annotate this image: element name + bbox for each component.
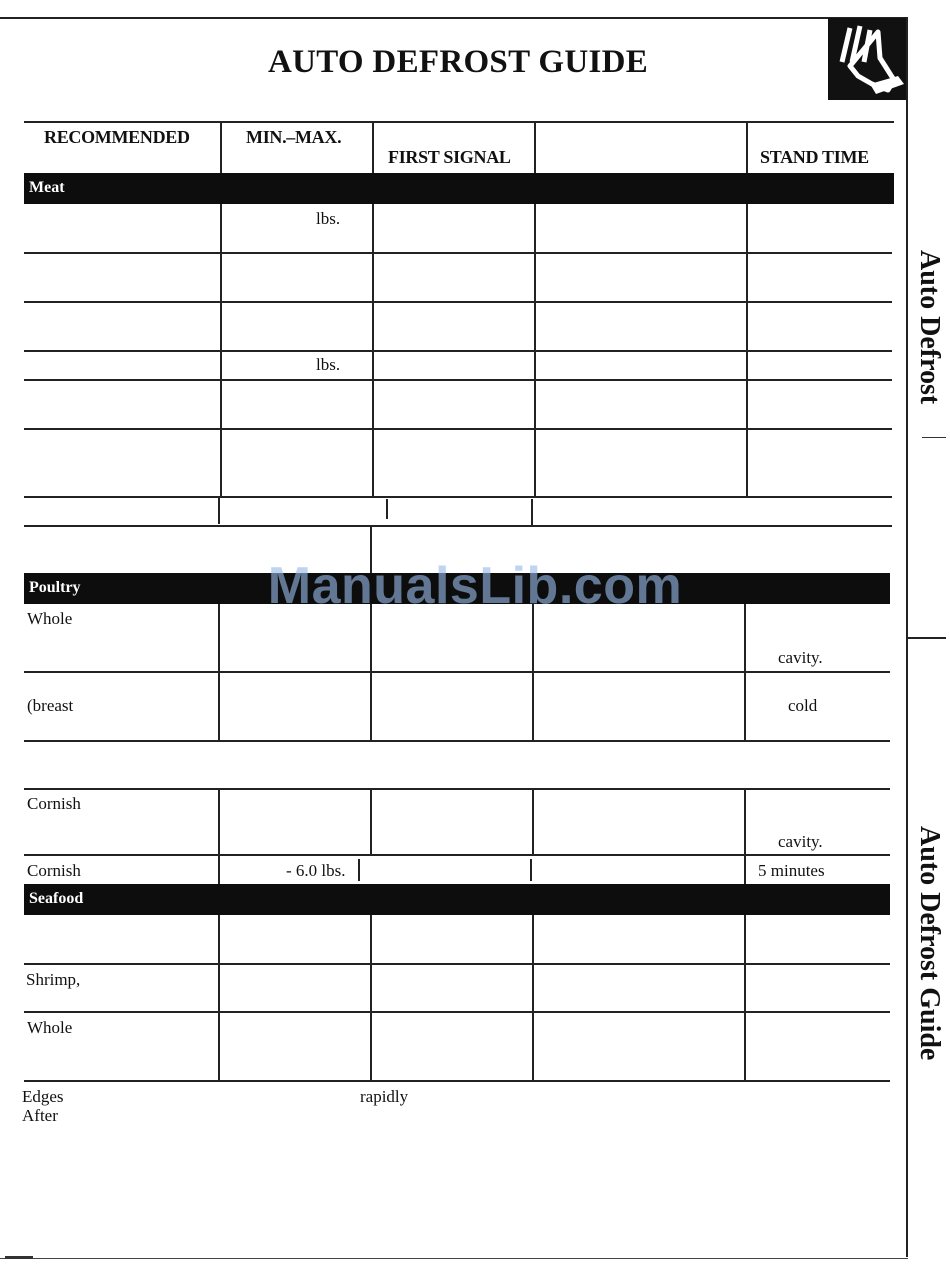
column-divider	[370, 915, 372, 1081]
row-divider	[24, 252, 892, 254]
poultry-breast-label: (breast	[27, 696, 74, 715]
column-divider	[532, 915, 534, 1081]
meat-row4-weight: lbs.	[316, 355, 341, 374]
bottom-mark	[5, 1256, 33, 1259]
column-divider	[532, 604, 534, 742]
cornish-row2-weight: - 6.0 lbs.	[286, 861, 346, 880]
section-label-seafood: Seafood	[29, 890, 84, 907]
section-bar-meat	[24, 173, 894, 204]
hand-icon-graphic	[828, 18, 908, 100]
column-header-recommended: RECOMMENDED	[44, 127, 190, 147]
watermark: ManualsLib.com	[267, 557, 683, 615]
poultry-whole-stand: cavity.	[778, 648, 823, 667]
column-divider	[530, 859, 532, 881]
column-divider	[218, 498, 220, 524]
side-tab-auto-defrost[interactable]: Auto Defrost	[914, 250, 945, 405]
column-divider	[218, 915, 220, 1081]
column-divider	[744, 604, 746, 742]
column-divider	[531, 499, 533, 525]
table-bottom-border	[24, 1080, 890, 1082]
column-divider	[370, 788, 372, 854]
meat-row1-weight: lbs.	[316, 209, 341, 228]
table-top-border	[24, 121, 894, 123]
row-divider	[24, 854, 890, 856]
tab-underline	[922, 437, 946, 438]
column-divider	[218, 788, 220, 884]
cornish-row2-label: Cornish	[27, 861, 81, 880]
column-divider	[386, 499, 388, 519]
column-divider	[370, 604, 372, 742]
poultry-breast-stand: cold	[788, 696, 818, 715]
row-divider	[24, 496, 892, 498]
column-divider	[358, 859, 360, 881]
footnote-after: After	[22, 1106, 58, 1125]
row-divider	[24, 379, 892, 381]
column-divider	[744, 788, 746, 884]
cornish-row1-stand: cavity.	[778, 832, 823, 851]
column-divider	[372, 121, 374, 173]
side-tab-auto-defrost-guide[interactable]: Auto Defrost Guide	[914, 826, 945, 1061]
row-divider	[24, 428, 892, 430]
column-divider	[532, 788, 534, 854]
row-divider	[24, 525, 892, 527]
footnote-edges: Edges	[22, 1087, 64, 1106]
column-divider	[218, 604, 220, 742]
cornish-row1-label: Cornish	[27, 794, 81, 813]
column-divider	[746, 121, 748, 173]
top-rule	[0, 17, 906, 19]
row-divider	[24, 1011, 890, 1013]
row-divider	[24, 301, 892, 303]
seafood-whole-label: Whole	[27, 1018, 73, 1037]
bottom-rule	[0, 1258, 908, 1259]
column-header-min-max: MIN.–MAX.	[246, 127, 342, 147]
section-label-meat: Meat	[29, 179, 65, 196]
cornish-row2-stand: 5 minutes	[758, 861, 825, 880]
row-divider	[24, 350, 892, 352]
footnote-rapidly: rapidly	[360, 1087, 409, 1106]
poultry-whole-label: Whole	[27, 609, 73, 628]
column-divider	[220, 121, 222, 173]
row-divider	[24, 671, 890, 673]
hand-pressing-button-icon	[828, 18, 908, 100]
row-divider	[24, 788, 890, 790]
column-header-stand-time: STAND TIME	[760, 147, 869, 167]
section-bar-seafood	[24, 884, 890, 915]
column-header-first-signal: FIRST SIGNAL	[388, 147, 511, 167]
page-title: AUTO DEFROST GUIDE	[267, 44, 649, 80]
tab-divider	[906, 637, 946, 639]
row-divider	[24, 963, 890, 965]
column-divider	[744, 915, 746, 1081]
column-divider	[534, 121, 536, 173]
row-divider	[24, 740, 890, 742]
seafood-shrimp-label: Shrimp,	[26, 970, 81, 989]
section-label-poultry: Poultry	[29, 579, 81, 596]
